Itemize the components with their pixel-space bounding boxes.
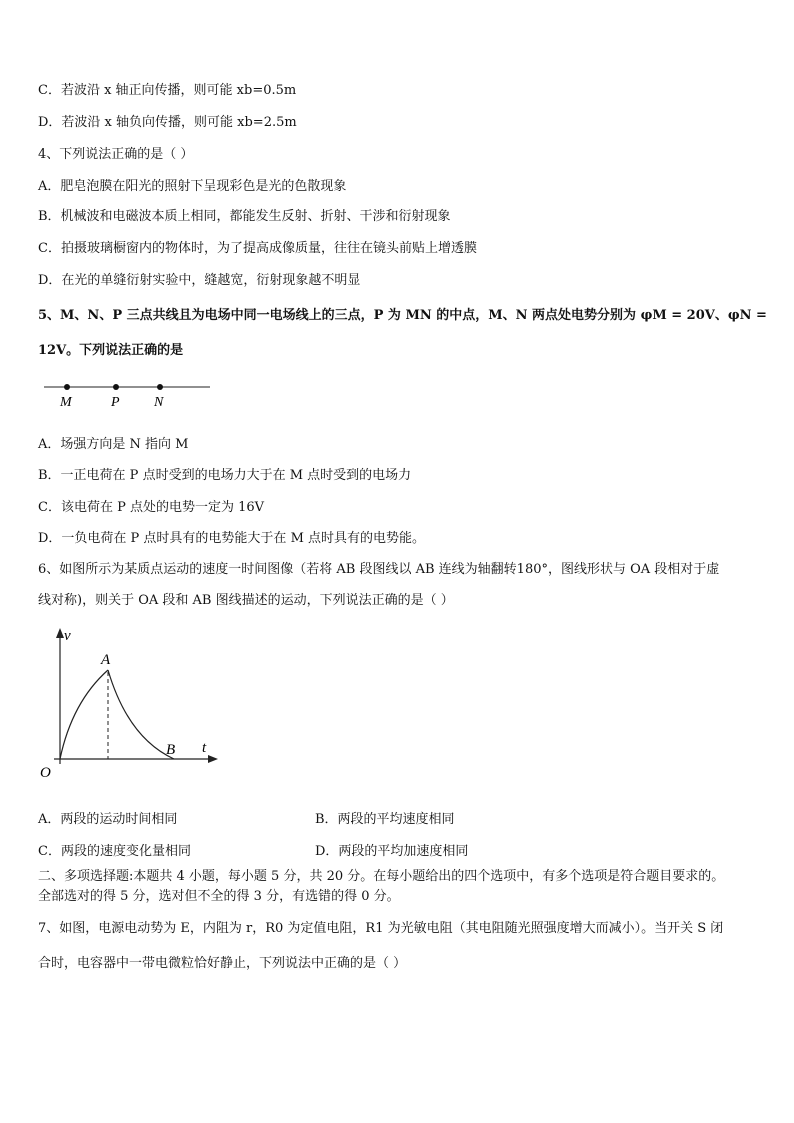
point-p-dot: [113, 384, 119, 390]
q5-stem-line2: 12V。下列说法正确的是: [38, 343, 184, 358]
q7-stem-line1: 7、如图，电源电动势为 E，内阻为 r，R0 为定值电阻，R1 为光敏电阻（其电阻随光照强度增大而减小）。当开关 S 闭: [38, 921, 724, 936]
q5-stem-line1: 5、M、N、P 三点共线且为电场中同一电场线上的三点，P 为 MN 的中点，M、N 两点处电势分别为 φM = 20V、φN =: [38, 308, 767, 323]
q6-option-a: A．两段的运动时间相同: [38, 812, 178, 827]
section2-instructions-line1: 二、多项选择题:本题共 4 小题，每小题 5 分，共 20 分。在每小题给出的四个选项中，有多个选项是符合题目要求的。: [38, 869, 725, 884]
q6-velocity-time-graph: [34, 626, 224, 782]
q7-stem-line2: 合时，电容器中一带电微粒恰好静止，下列说法中正确的是（ ）: [38, 956, 407, 971]
point-m-label: M: [60, 395, 72, 410]
t-axis-arrow-icon: [208, 755, 218, 763]
q6-stem-line1: 6、如图所示为某质点运动的速度一时间图像（若将 AB 段图线以 AB 连线为轴翻转180°，图线形状与 OA 段相对于虚: [38, 562, 720, 577]
section2-instructions-line2: 全部选对的得 5 分，选对但不全的得 3 分，有选错的得 0 分。: [38, 889, 400, 904]
point-n-dot: [157, 384, 163, 390]
q6-option-c: C．两段的速度变化量相同: [38, 844, 191, 859]
q4-stem: 4、下列说法正确的是（ ）: [38, 147, 194, 162]
v-axis-label: v: [64, 628, 71, 644]
q4-option-a: A．肥皂泡膜在阳光的照射下呈现彩色是光的色散现象: [38, 179, 347, 194]
q5-option-c: C．该电荷在 P 点处的电势一定为 16V: [38, 500, 265, 515]
point-b-label: B: [166, 742, 176, 758]
point-m-dot: [64, 384, 70, 390]
q5-option-b: B．一正电荷在 P 点时受到的电场力大于在 M 点时受到的电场力: [38, 468, 412, 483]
q5-option-d: D．一负电荷在 P 点时具有的电势能大于在 M 点时具有的电势能。: [38, 531, 426, 546]
q6-option-b: B．两段的平均速度相同: [315, 812, 455, 827]
t-axis-label: t: [202, 740, 207, 756]
segment-oa-curve: [60, 670, 108, 759]
q4-option-d: D．在光的单缝衍射实验中，缝越宽，衍射现象越不明显: [38, 273, 361, 288]
q3-option-c: C．若波沿 x 轴正向传播，则可能 xb=0.5m: [38, 83, 297, 98]
q6-option-d: D．两段的平均加速度相同: [315, 844, 469, 859]
point-n-label: N: [154, 395, 164, 410]
q6-stem-line2: 线对称)，则关于 OA 段和 AB 图线描述的运动，下列说法正确的是（ ）: [38, 593, 454, 608]
segment-ab-curve: [108, 670, 174, 759]
v-axis-arrow-icon: [56, 628, 64, 638]
q5-option-a: A．场强方向是 N 指向 M: [38, 437, 189, 452]
q4-option-c: C．拍摄玻璃橱窗内的物体时，为了提高成像质量，往往在镜头前贴上增透膜: [38, 241, 477, 256]
q5-field-line-figure: [40, 376, 220, 410]
origin-label: O: [40, 765, 51, 781]
q3-option-d: D．若波沿 x 轴负向传播，则可能 xb=2.5m: [38, 115, 297, 130]
q4-option-b: B．机械波和电磁波本质上相同，都能发生反射、折射、干涉和衍射现象: [38, 209, 451, 224]
point-a-label: A: [101, 652, 111, 668]
point-p-label: P: [111, 395, 120, 410]
